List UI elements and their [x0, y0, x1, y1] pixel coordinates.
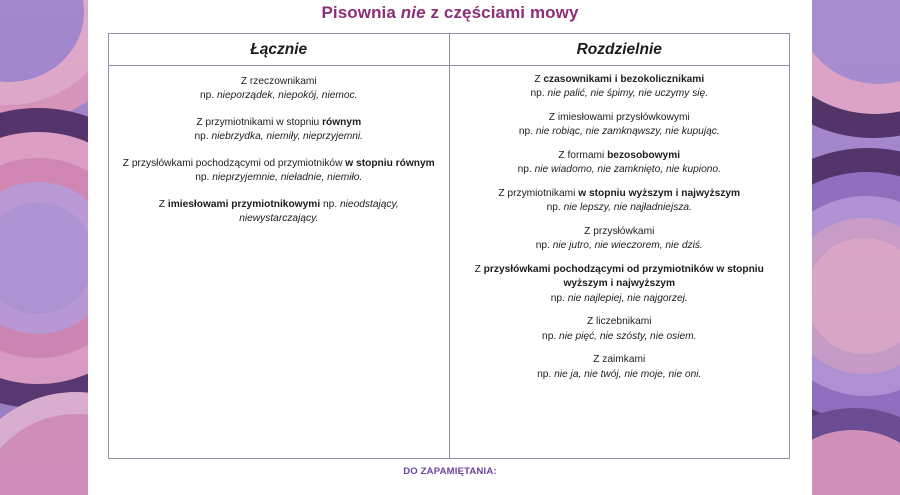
- footer-note: DO ZAPAMIĘTANIA:: [403, 466, 497, 477]
- decorative-left-band: [0, 0, 88, 495]
- rule-plain: Z formami: [558, 149, 608, 161]
- rule-emphasis: w stopniu wyższym i najwyższym: [578, 187, 741, 199]
- rule-entry: [462, 111, 778, 140]
- rule-plain: Z przysłówkami: [584, 225, 655, 237]
- rule-entry: [462, 263, 778, 306]
- rule-text: [121, 198, 437, 227]
- rule-example: np. nie palić, nie śpimy, nie uczymy się.: [530, 88, 709, 100]
- rule-emphasis: w stopniu równym: [345, 157, 435, 169]
- rule-entry: [121, 75, 437, 104]
- rule-text: [462, 263, 778, 292]
- page-title: [88, 3, 812, 23]
- rule-entry: [462, 315, 778, 344]
- rule-emphasis: równym: [322, 116, 362, 128]
- rule-plain: Z rzeczownikami: [240, 76, 317, 87]
- rule-text: [462, 73, 778, 87]
- table-column-rozdzielnie: [450, 66, 790, 459]
- rule-emphasis: przysłówkami pochodzącymi od przymiotników w stopniu wyższym i najwyższym: [483, 263, 764, 290]
- rule-emphasis: bezosobowymi: [607, 149, 681, 161]
- rule-example: np. nie wiadomo, nie zamknięto, nie kupiono.: [517, 164, 721, 176]
- rule-entry: [462, 149, 778, 178]
- rule-plain: Z zaimkami: [593, 354, 646, 366]
- page-title-part-2: z częściami mowy: [425, 3, 579, 22]
- rule-example: np. nie robiąc, nie zamknąwszy, nie kupując.: [518, 126, 720, 138]
- rule-example: np. nieporządek, niepokój, niemoc.: [200, 90, 358, 102]
- table-header-rozdzielnie: Rozdzielnie: [576, 40, 662, 58]
- rule-entry: [462, 353, 778, 382]
- decorative-overlay: [812, 0, 900, 495]
- rule-text: [121, 157, 437, 171]
- rule-example: np. nie pięć, nie szósty, nie osiem.: [542, 330, 697, 342]
- rule-entry: [462, 73, 778, 102]
- rule-plain: Z: [474, 263, 484, 275]
- rule-plain: Z przysłówkami pochodzącymi od przymiotników: [122, 157, 346, 169]
- decorative-overlay: [0, 0, 88, 495]
- rule-plain: Z: [158, 198, 168, 210]
- rule-entry: [462, 225, 778, 254]
- rule-emphasis: imiesłowami przymiotnikowymi: [167, 198, 321, 210]
- rule-plain: Z: [534, 74, 544, 85]
- table-body: [109, 66, 789, 459]
- rule-entry: [121, 116, 437, 145]
- rule-entry: [121, 157, 437, 186]
- rule-example: np. nie najlepiej, nie najgorzej.: [550, 292, 688, 304]
- rule-text: [121, 75, 437, 89]
- rule-example: np. nie ja, nie twój, nie moje, nie oni.: [537, 368, 702, 380]
- rule-text: [462, 353, 778, 367]
- table-header-lacznie: Łącznie: [109, 34, 450, 65]
- content-page: [88, 0, 812, 495]
- rule-text: [462, 315, 778, 329]
- rule-plain: Z imiesłowami przysłówkowymi: [548, 111, 690, 123]
- rule-text: [462, 111, 778, 125]
- rule-text: [462, 149, 778, 163]
- rule-text: [462, 225, 778, 239]
- rule-plain: Z liczebnikami: [586, 316, 652, 328]
- rule-example: np. nie jutro, nie wieczorem, nie dziś.: [535, 240, 703, 252]
- rule-emphasis: czasownikami i bezokolicznikami: [543, 74, 705, 85]
- rule-plain: Z przymiotnikami: [498, 187, 579, 199]
- rule-entry: [121, 198, 437, 227]
- rule-example: np. nieprzyjemnie, nieładnie, niemiło.: [195, 172, 363, 184]
- rule-text: [121, 116, 437, 130]
- page-title-emphasis: nie: [400, 3, 426, 22]
- rule-plain: Z przymiotnikami w stopniu: [196, 116, 323, 128]
- rule-text: [462, 187, 778, 201]
- rules-table: [108, 33, 790, 459]
- rule-entry: [462, 187, 778, 216]
- table-column-lacznie: [109, 66, 450, 459]
- decorative-right-band: [812, 0, 900, 495]
- rule-plain-tail: np. nieodstający, niewystarczający.: [239, 198, 399, 225]
- table-header-row: [109, 34, 789, 66]
- page-title-part-1: Pisownia: [321, 3, 401, 22]
- rule-example: np. nie lepszy, nie najładniejsza.: [546, 202, 692, 214]
- rule-example: np. niebrzydka, niemiły, nieprzyjemni.: [194, 131, 364, 143]
